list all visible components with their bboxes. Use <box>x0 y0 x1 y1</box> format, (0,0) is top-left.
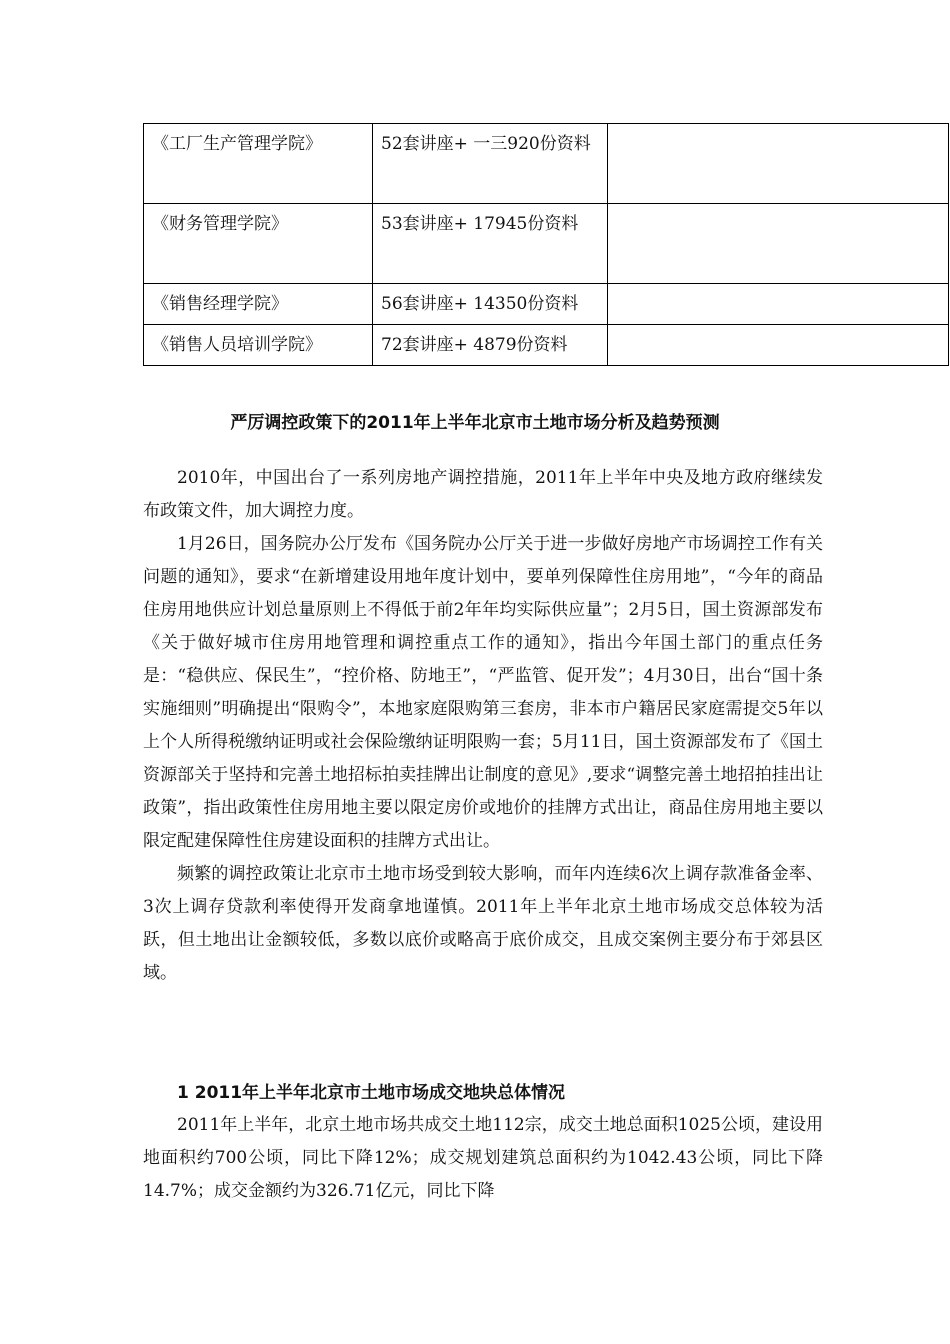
paragraph: 1月26日，国务院办公厅发布《国务院办公厅关于进一步做好房地产市场调控工作有关问题的通知》，要求“在新增建设用地年度计划中，要单列保障性住房用地”，“今年的商品住房用地供应计划总量原则上不得低于前2年年均实际供应量”；2月5日，国土资源部发布《关于做好城市住房用地管理和调控重点工作的通知》，指出今年国土部门的重点任务是：“稳供应、保民生”，“控价格、防地王”，“严监管、促开发”；4月30日，出台“国十条实施细则”明确提出“限购令”，本地家庭限购第三套房，非本市户籍居民家庭需提交5年以上个人所得税缴纳证明或社会保险缴纳证明限购一套；5月11日，国土资源部发布了《国土资源部关于坚持和完善土地招标拍卖挂牌出让制度的意见》,要求“调整完善土地招拍挂出让政策”，指出政策性住房用地主要以限定房价或地价的挂牌方式出让，商品住房用地主要以限定配建保障性住房建设面积的挂牌方式出让。 <box>143 534 823 851</box>
course-name-cell: 《财务管理学院》 <box>144 204 373 284</box>
course-content-cell: 53套讲座+ 17945份资料 <box>373 204 608 284</box>
course-name-cell: 《销售人员培训学院》 <box>144 325 373 366</box>
course-content-cell: 56套讲座+ 14350份资料 <box>373 284 608 325</box>
article-title: 严厉调控政策下的2011年上半年北京市土地市场分析及趋势预测 <box>230 413 720 433</box>
course-note-cell <box>608 284 949 325</box>
table-row <box>144 284 949 325</box>
table-row <box>144 325 949 366</box>
course-note-cell <box>608 124 949 204</box>
course-content-cell: 72套讲座+ 4879份资料 <box>373 325 608 366</box>
section-body <box>143 1109 823 1208</box>
course-content-cell: 52套讲座+ 一三920份资料 <box>373 124 608 204</box>
paragraph: 2010年，中国出台了一系列房地产调控措施，2011年上半年中央及地方政府继续发布政策文件，加大调控力度。 <box>143 468 823 521</box>
course-name-cell: 《销售经理学院》 <box>144 284 373 325</box>
table-row <box>144 124 949 204</box>
article-body <box>143 462 823 990</box>
course-table-wrapper <box>143 123 949 366</box>
paragraph: 2011年上半年，北京土地市场共成交土地112宗，成交土地总面积1025公顷，建设用地面积约700公顷，同比下降12%；成交规划建筑总面积约为1042.43公顷，同比下降14.7%；成交金额约为326.71亿元，同比下降 <box>143 1115 823 1201</box>
course-note-cell <box>608 204 949 284</box>
paragraph: 频繁的调控政策让北京市土地市场受到较大影响，而年内连续6次上调存款准备金率、3次上调存贷款利率使得开发商拿地谨慎。2011年上半年北京土地市场成交总体较为活跃，但土地出让金额较低，多数以底价或略高于底价成交，且成交案例主要分布于郊县区域。 <box>143 864 823 983</box>
section-heading: 1 2011年上半年北京市土地市场成交地块总体情况 <box>177 1083 566 1103</box>
course-note-cell <box>608 325 949 366</box>
table-row <box>144 204 949 284</box>
course-table <box>143 123 949 366</box>
course-name-cell: 《工厂生产管理学院》 <box>144 124 373 204</box>
